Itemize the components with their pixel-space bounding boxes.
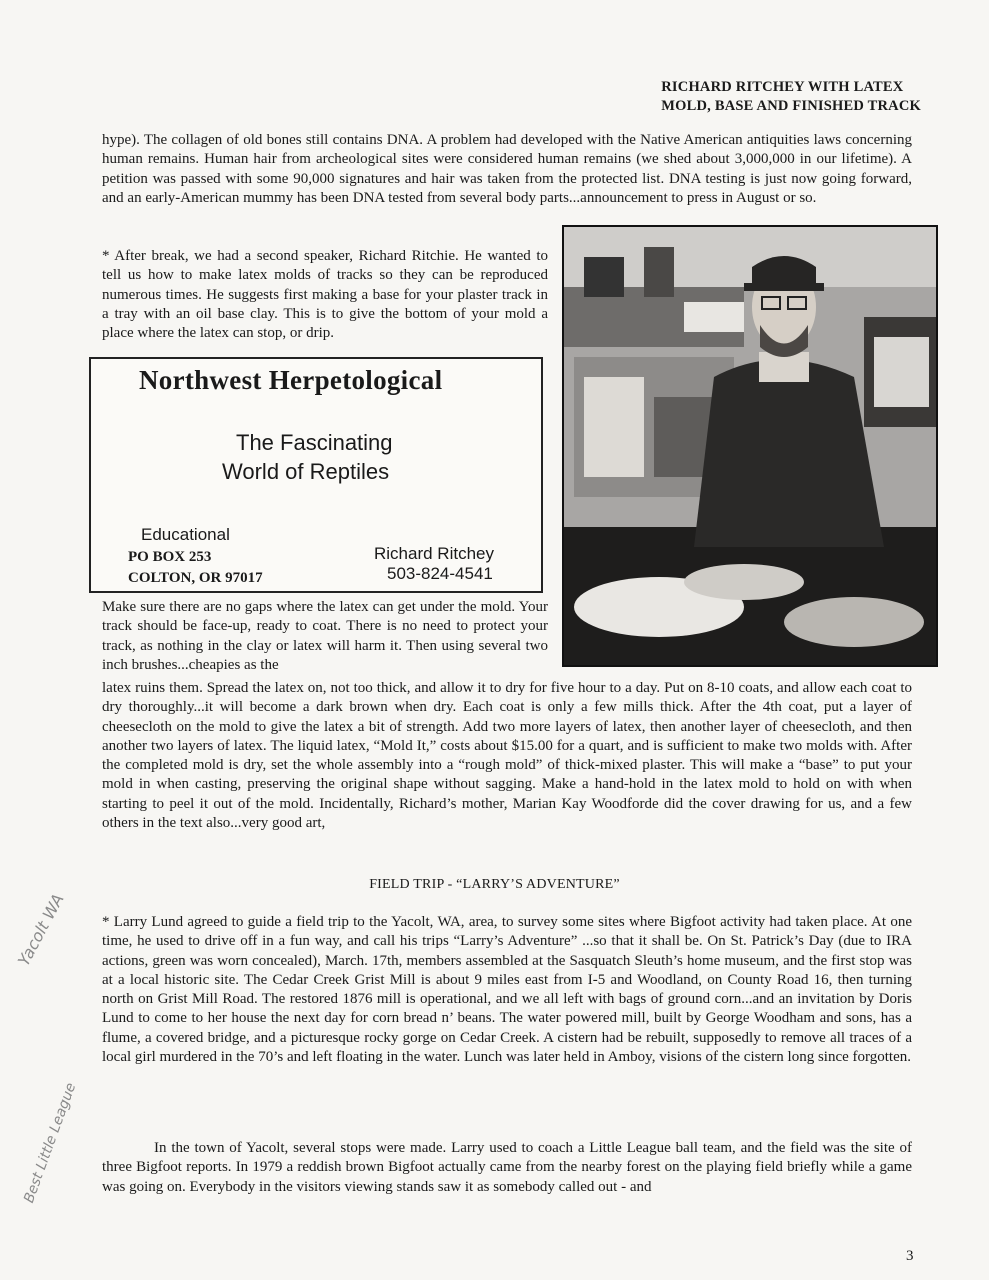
business-card-ad xyxy=(89,357,543,593)
ad-tagline-1: The Fascinating xyxy=(236,430,393,455)
caption-line-1: RICHARD RITCHEY WITH LATEX xyxy=(661,79,904,95)
ad-po-box: PO BOX 253 xyxy=(128,549,212,565)
photo-illustration xyxy=(564,227,936,665)
paragraph-second-speaker: * After break, we had a second speaker, Richard Ritchie. He wanted to tell us how to make latex molds of tracks so they can be reproduced numerous times. He suggests first making a base for your plaster track in a tray with an oil base clay. This is to give the bottom of your mold a place where the latex can stop, or drip. xyxy=(102,248,548,342)
paragraph-latex-part2: latex ruins them. Spread the latex on, not too thick, and allow it to dry for five hour to a day. Put on 8-10 coats, and allow each coat to dry thoroughly...it will become a dark brown when dry. Each coat is only a few mills thick. After the 4th coat, put a layer of cheesecloth on the mold to give the latex a bit of strength. Add two more layers of latex, then another layer of cheesecloth, and then another two layers of latex. The liquid latex, “Mold It,” costs about $15.00 for a quart, and is sufficient to make two molds with. After the completed mold is dry, set the whole assembly into a “rough mold” of thick-mixed plaster. This will make a “base” to put your mold in when casting, preserving the original shape without sagging. Make a hand-hold in the latex mold to hold on with when starting to peel it out of the mold. Incidentally, Richard’s mother, Marian Kay Woodforde did the cover drawing for us, and a few others in the text also...very good art, xyxy=(102,680,912,832)
photo-richard-ritchey xyxy=(562,225,938,667)
handwritten-margin-note-2: Best Little League xyxy=(21,1080,80,1206)
photo-caption xyxy=(661,78,921,116)
page-number: 3 xyxy=(906,1248,914,1264)
paragraph-latex-part1: Make sure there are no gaps where the latex can get under the mold. Your track should be face-up, ready to coat. There is no need to protect your track, as nothing in the clay or latex will harm it. Then using several two inch brushes...cheapies as the xyxy=(102,599,548,673)
ad-phone: 503-824-4541 xyxy=(387,564,493,583)
handwritten-margin-note-1: Yacolt WA xyxy=(14,890,68,969)
paragraph-field-trip: * Larry Lund agreed to guide a field trip to the Yacolt, WA, area, to survey some sites where Bigfoot activity had taken place. At one time, he used to drive off in a fun way, and call his trips “Larry’s Adventure” ...so that it shall be. On St. Patrick’s Day (due to IRA actions, green was worn concealed), March. 17th, members assembled at the Sasquatch Sleuth’s home museum, and the first stop was at a local historic site. The Cedar Creek Grist Mill is about 9 miles east from I-5 and Woodland, on County Road 16, then turning north on Grist Mill Road. The restored 1876 mill is operational, and we all left with bags of ground corn...and an invitation by Doris Lund to come to her house the next day for corn bread n’ beans. The water powered mill, built by George Woodham and sons, has a flume, a covered bridge, and a picturesque rocky gorge on Cedar Creek. A cistern had be rebuilt, supposedly to remove all traces of a local girl murdered in the 70’s and left floating in the water. Lunch was later held in Amboy, visions of the cistern long since forgotten. xyxy=(102,914,912,1066)
ad-city: COLTON, OR 97017 xyxy=(128,570,263,586)
ad-tagline-2: World of Reptiles xyxy=(222,459,390,484)
ad-organization: Northwest Herpetological xyxy=(139,365,443,395)
ad-contact-name: Richard Ritchey xyxy=(374,544,494,563)
section-heading-field-trip: FIELD TRIP - “LARRY’S ADVENTURE” xyxy=(369,877,620,892)
caption-line-2: MOLD, BASE AND FINISHED TRACK xyxy=(661,98,921,114)
paragraph-dna: hype). The collagen of old bones still contains DNA. A problem had developed with the Native American antiquities laws concerning human remains. Human hair from archeological sites were considered human remains (we shed about 3,000,000 in our lifetime). A petition was passed with some 90,000 signatures and hair was taken from the protected list. DNA testing is just now going forward, and an early-American mummy has been DNA tested from several body parts...announcement to press in August or so. xyxy=(102,132,912,206)
ad-educational: Educational xyxy=(141,525,230,544)
paragraph-yacolt: In the town of Yacolt, several stops were made. Larry used to coach a Little League ball team, and the field was the site of three Bigfoot reports. In 1979 a reddish brown Bigfoot actually came from the nearby forest on the playing field briefly while a game was going on. Everybody in the visitors viewing stands saw it as somebody called out - and xyxy=(102,1140,912,1195)
